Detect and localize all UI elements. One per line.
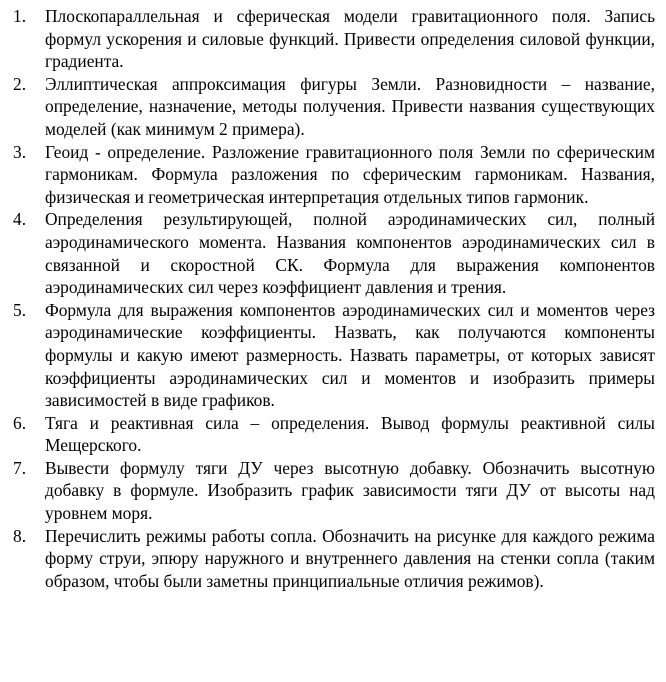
item-text: Формула для выражения компонентов аэродинамических сил и моментов через аэродинамические коэффициенты. Назвать, как получаются компоненты формулы и какую имеют размерность. Назвать параметры, от которых зависят коэффициенты аэродинамических сил и моментов и изобразить примеры зависимостей в виде графиков. [45,299,655,411]
item-number: 3. [13,141,27,162]
list-item [13,208,655,298]
item-text: Тяга и реактивная сила – определения. Вывод формулы реактивной силы Мещерского. [45,412,655,456]
item-text: Вывести формулу тяги ДУ через высотную добавку. Обозначить высотную добавку в формуле. Изобразить график зависимости тяги ДУ от высоты над уровнем моря. [45,457,655,524]
item-number: 4. [13,209,27,230]
item-number: 8. [13,525,27,546]
item-number: 5. [13,299,27,320]
list-item [13,5,655,73]
list-item [13,457,655,525]
item-number: 7. [13,457,27,478]
list-item [13,525,655,593]
list-item [13,412,655,457]
item-number: 1. [13,6,27,26]
item-number: 6. [13,412,27,433]
item-text: Определения результирующей, полной аэродинамических сил, полный аэродинамического момента. Названия компонентов аэродинамических сил в связанной и скоростной СК. Формула для выражения компонентов аэродинамических сил через коэффициент давления и трения. [45,209,655,298]
list-item [13,141,655,209]
list-item [13,73,655,141]
item-text: Геоид - определение. Разложение гравитационного поля Земли по сферическим гармоникам. Формула разложения по сферическим гармоникам. Названия, физическая и геометрическая интерпретация отдельных типов гармоник. [45,141,655,207]
item-text: Эллиптическая аппроксимация фигуры Земли. Разновидности – название, определение, назначение, методы получения. Привести названия существующих моделей (как минимум 2 примера). [45,73,655,139]
item-text: Плоскопараллельная и сферическая модели гравитационного поля. Запись формул ускорения и силовые функций. Привести определения силовой функции, градиента. [45,6,655,72]
item-text: Перечислить режимы работы сопла. Обозначить на рисунке для каждого режима форму струи, эпюру наружного и внутреннего давления на стенки сопла (таким образом, чтобы были заметны принципиальные отличия режимов). [45,525,655,591]
item-number: 2. [13,73,27,94]
list-item [13,299,655,412]
